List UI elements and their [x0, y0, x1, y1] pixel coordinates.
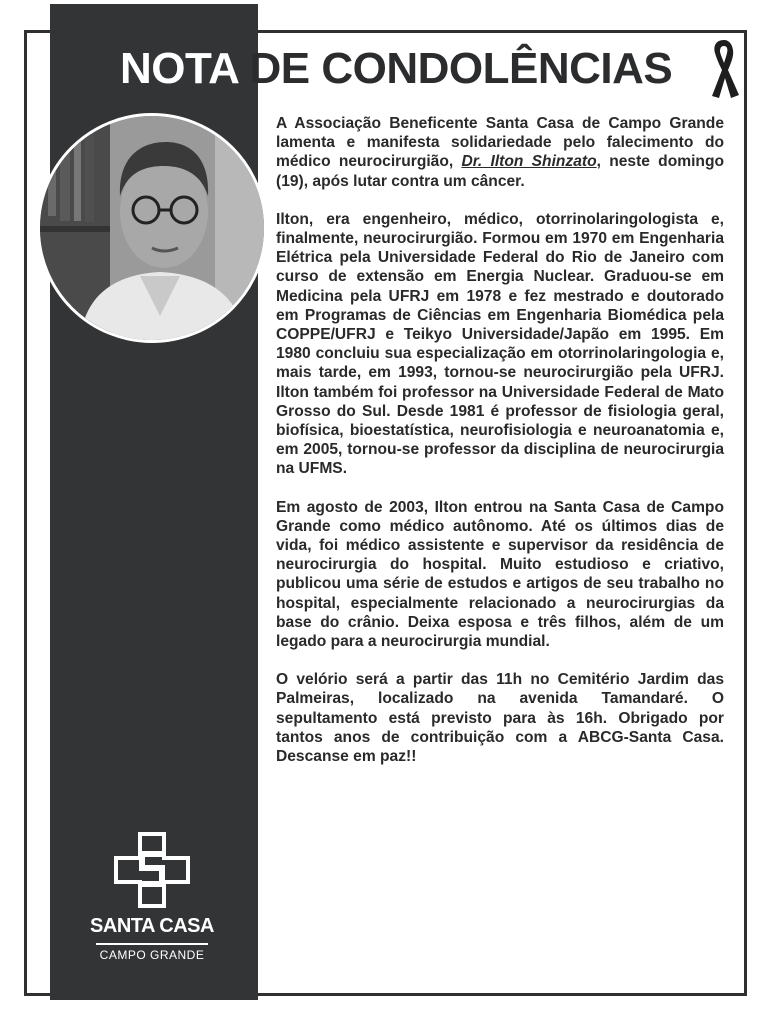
paragraph-intro: A Associação Beneficente Santa Casa de Campo Grande lamenta e manifesta solidariedade pelo falecimento do médico neurocirurgião, Dr. Ilton Shinzato, neste domingo (19), após lutar contra um câncer.	[276, 115, 724, 190]
paragraph-career: Ilton, era engenheiro, médico, otorrinolaringologista e, finalmente, neurocirurgião. Formou em 1970 em Engenharia Elétrica pela Universidade Federal do Rio de Janeiro com curso de extensão em Energia Nuclear. Graduou-se em Medicina pela UFRJ em 1978 e fez mestrado e doutorado em Programas de Ciências em Engenharia Biomédica pela COPPE/UFRJ e Teikyo Universidade/Japão em 1995. Em 1980 concluiu sua especialização em otorrinolaringologia e, mais tarde, em 1993, tornou-se neurocirurgião pela UFRJ. Ilton também foi professor na Universidade Federal de Mato Grosso do Sul. Desde 1981 é professor de fisiologia geral, biofísica, bioestatística, neurofisiologia e neuroanatomia e, em 2005, tornou-se professor da disciplina de neurocirurgia na UFMS.	[276, 210, 724, 478]
title-word-rest: DE CONDOLÊNCIAS	[249, 44, 673, 93]
title-word-nota: NOTA	[120, 44, 238, 93]
logo-city: CAMPO GRANDE	[99, 948, 205, 962]
paragraph-santa-casa: Em agosto de 2003, Ilton entrou na Santa Casa de Campo Grande como médico autônomo. Até os últimos dias de vida, foi médico assistente e supervisor da residência de neurocirurgia do hospital. Muito estudioso e criativo, publicou uma série de estudos e artigos de seu trabalho no hospital, especialmente relacionado a neurocirurgias da base do crânio. Deixa esposa e três filhos, além de um legado para a neurocirurgia mundial.	[276, 498, 724, 651]
logo-divider	[96, 943, 208, 945]
portrait-photo	[37, 113, 267, 343]
santa-casa-logo	[90, 832, 220, 967]
santa-casa-cross-logo-icon	[114, 832, 190, 908]
paragraph-funeral: O velório será a partir das 11h no Cemitério Jardim das Palmeiras, localizado na avenida Tamandaré. O sepultamento está previsto para às 16h. Obrigado por tantos anos de contribuição com a ABCG-Santa Casa. Descanse em paz!!	[276, 671, 724, 766]
logo-name: SANTA CASA	[90, 915, 214, 937]
mourning-ribbon-icon	[704, 36, 744, 100]
notice-title	[120, 42, 672, 96]
notice-body	[276, 114, 724, 785]
doctor-name: Dr. Ilton Shinzato	[461, 153, 597, 171]
